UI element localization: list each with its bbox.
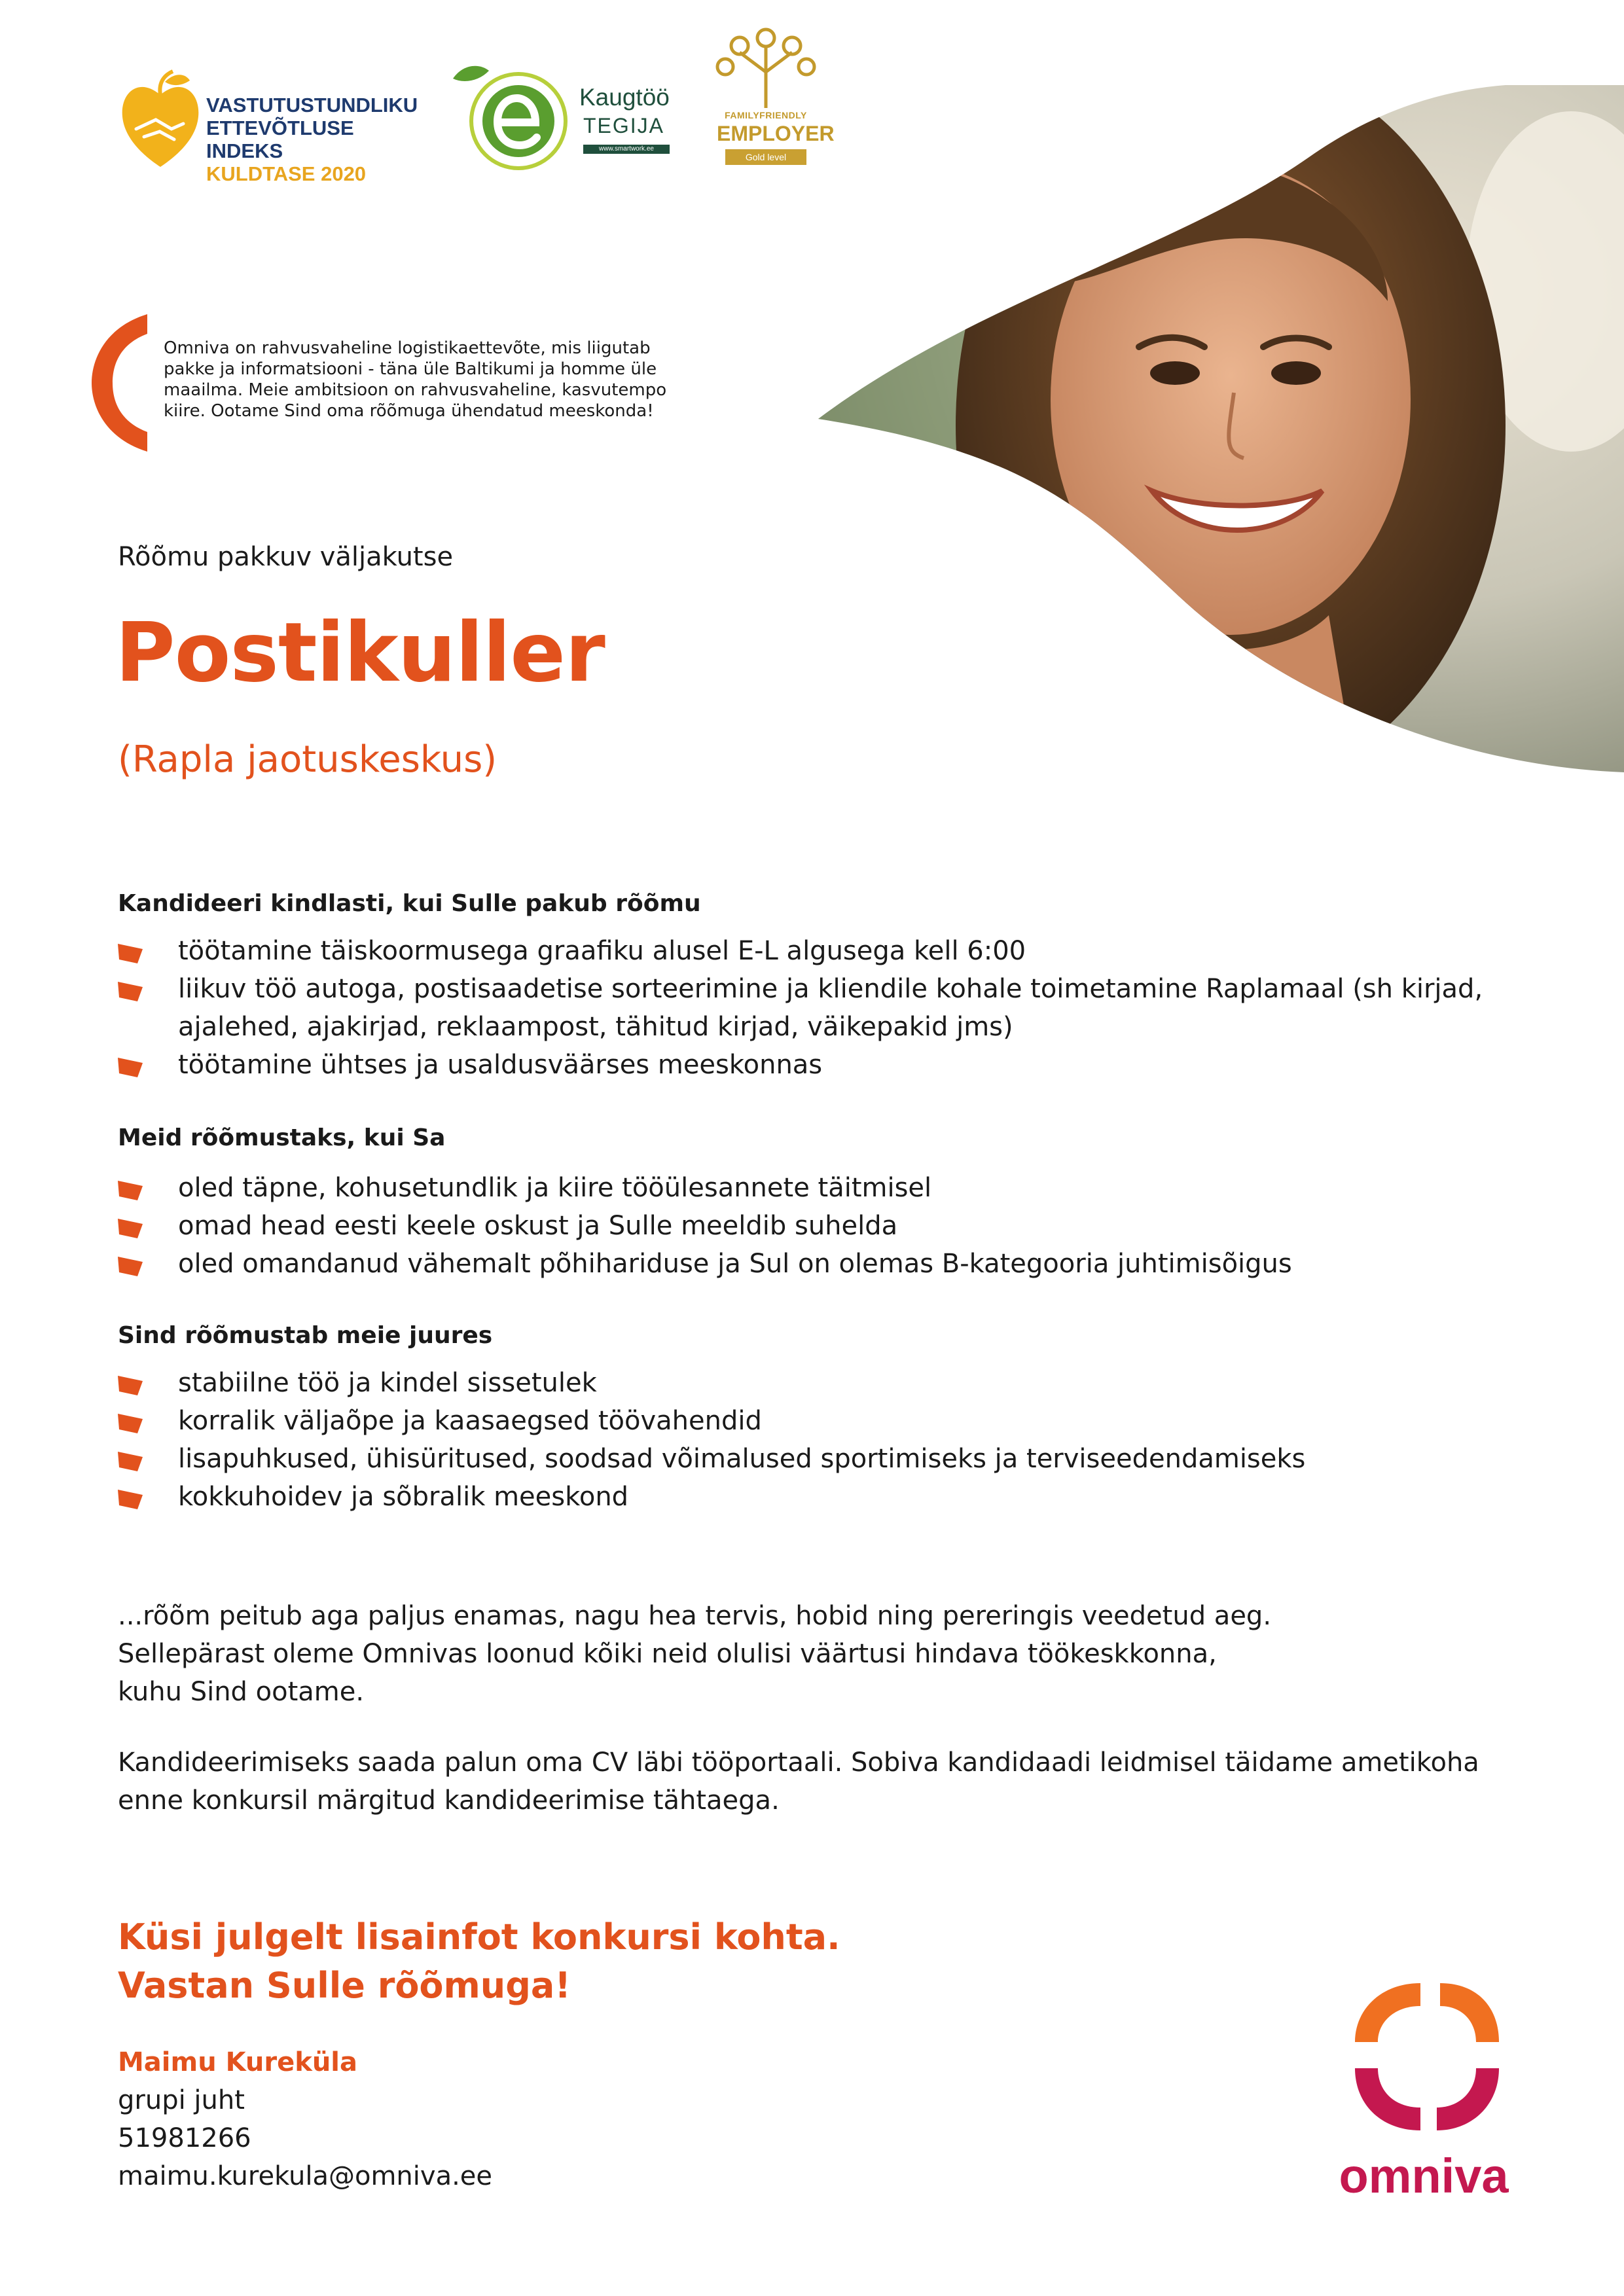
e-leaf-icon (440, 59, 577, 177)
list-item-text: ajalehed, ajakirjad, reklaampost, tähitud kirjad, väikepakid jms) (178, 1012, 1013, 1042)
arrow-bullet-icon (118, 1217, 145, 1238)
list-item-text: omad head eesti keele oskust ja Sulle meeldib suhelda (178, 1211, 898, 1241)
list-item-text: töötamine täiskoormusega graafiku alusel E-L algusega kell 6:00 (178, 936, 1026, 966)
list-item (118, 1440, 1525, 1478)
intro-line: kiire. Ootame Sind oma rõõmuga ühendatud meeskonda! (164, 401, 654, 421)
arrow-bullet-icon (118, 1412, 145, 1433)
bullet-list (118, 1364, 1525, 1516)
contact-phone[interactable]: 51981266 (118, 2123, 251, 2153)
list-item (118, 1207, 1525, 1245)
call-to-action (118, 1913, 840, 2010)
list-item-text: töötamine ühtses ja usaldusväärses meeskonnas (178, 1050, 823, 1080)
contact-email[interactable]: maimu.kurekula@omniva.ee (118, 2161, 493, 2191)
closing-paragraph (118, 1597, 1558, 1711)
job-subtitle: Rõõmu pakkuv väljakutse (118, 542, 454, 572)
list-item-text: korralik väljaõpe ja kaasaegsed töövahendid (178, 1406, 762, 1436)
logo-line-1: VASTUTUSTUNDLIKU (206, 94, 418, 117)
list-item-text: oled täpne, kohusetundlik ja kiire tööülesannete täitmisel (178, 1173, 932, 1203)
list-item-text: oled omandanud vähemalt põhihariduse ja Sul on olemas B-kategooria juhtimisõigus (178, 1249, 1292, 1279)
company-intro (164, 338, 727, 422)
arrow-bullet-icon (118, 1374, 145, 1395)
intro-line: maailma. Meie ambitsioon on rahvusvaheline, kasvutempo (164, 380, 667, 400)
cta-line: Vastan Sulle rõõmuga! (118, 1965, 571, 2006)
list-item-text: kokkuhoidev ja sõbralik meeskond (178, 1482, 629, 1512)
arrow-bullet-icon (118, 1255, 145, 1276)
arrow-bullet-icon (118, 942, 145, 963)
logo-tegija-text: TEGIJA (583, 114, 665, 137)
paragraph-line: enne konkursil märgitud kandideerimise tähtaega. (118, 1785, 780, 1816)
paragraph-line: Sellepärast oleme Omnivas loonud kõiki neid olulisi väärtusi hindava töökeskkonna, (118, 1639, 1217, 1669)
application-paragraph (118, 1744, 1558, 1820)
apple-heart-icon (118, 69, 203, 173)
tree-icon (713, 26, 818, 111)
job-title: Postikuller (115, 605, 605, 700)
cta-line: Küsi julgelt lisainfot konkursi kohta. (118, 1916, 840, 1958)
bullet-list (118, 932, 1525, 1084)
section-heading: Meid rõõmustaks, kui Sa (118, 1124, 446, 1151)
section-heading: Kandideeri kindlasti, kui Sulle pakub rõõmu (118, 890, 701, 917)
arrow-bullet-icon (118, 1450, 145, 1471)
logo-line-2: ETTEVÕTLUSE INDEKS (206, 117, 354, 162)
list-item (118, 1478, 1525, 1516)
intro-line: pakke ja informatsiooni - täna üle Baltikumi ja homme üle (164, 359, 657, 379)
arrow-bullet-icon (118, 980, 145, 1001)
logo-employer-text: EMPLOYER (717, 122, 835, 145)
logo-familyfriendly-text: FAMILYFRIENDLY (725, 110, 807, 120)
logo-kaugtoo-text: Kaugtöö (579, 84, 670, 111)
list-item (118, 1245, 1525, 1283)
paragraph-line: kuhu Sind ootame. (118, 1677, 365, 1707)
contact-role: grupi juht (118, 2085, 245, 2115)
job-location: (Rapla jaotuskeskus) (118, 738, 497, 781)
logo-url-text: www.smartwork.ee (583, 145, 670, 154)
family-friendly-employer-logo (713, 26, 835, 177)
list-item (118, 1046, 1525, 1084)
logo-gold-level-text: Gold level (725, 149, 806, 165)
contact-name: Maimu Kureküla (118, 2047, 357, 2077)
paragraph-line: ...rõõm peitub aga paljus enamas, nagu hea tervis, hobid ning pereringis veedetud aeg. (118, 1601, 1272, 1631)
logo-line-3: KULDTASE 2020 (206, 162, 367, 185)
smartwork-logo (440, 59, 682, 177)
list-item-text: stabiilne töö ja kindel sissetulek (178, 1368, 597, 1398)
list-item (118, 970, 1525, 1046)
list-item (118, 932, 1525, 970)
omniva-logo (1329, 1970, 1519, 2212)
intro-line: Omniva on rahvusvaheline logistikaettevõte, mis liigutab (164, 338, 651, 358)
responsible-business-index-logo (118, 69, 425, 185)
omniva-mark-icon (1329, 1970, 1519, 2212)
section-heading: Sind rõõmustab meie juures (118, 1322, 493, 1349)
arrow-bullet-icon (118, 1488, 145, 1509)
bullet-list (118, 1169, 1525, 1283)
omniva-wordmark: omniva (1339, 2149, 1509, 2203)
list-item-text: lisapuhkused, ühisüritused, soodsad võimalused sportimiseks ja terviseedendamiseks (178, 1444, 1306, 1474)
list-item-text: liikuv töö autoga, postisaadetise sorteerimine ja kliendile kohale toimetamine Raplamaal (sh kirjad, (178, 974, 1483, 1004)
hero-photo (812, 85, 1624, 772)
arrow-bullet-icon (118, 1179, 145, 1200)
intro-bracket-decoration (92, 314, 151, 452)
list-item (118, 1402, 1525, 1440)
paragraph-line: Kandideerimiseks saada palun oma CV läbi tööportaali. Sobiva kandidaadi leidmisel täidame ametikoha (118, 1748, 1479, 1778)
list-item (118, 1364, 1525, 1402)
list-item (118, 1169, 1525, 1207)
arrow-bullet-icon (118, 1056, 145, 1077)
